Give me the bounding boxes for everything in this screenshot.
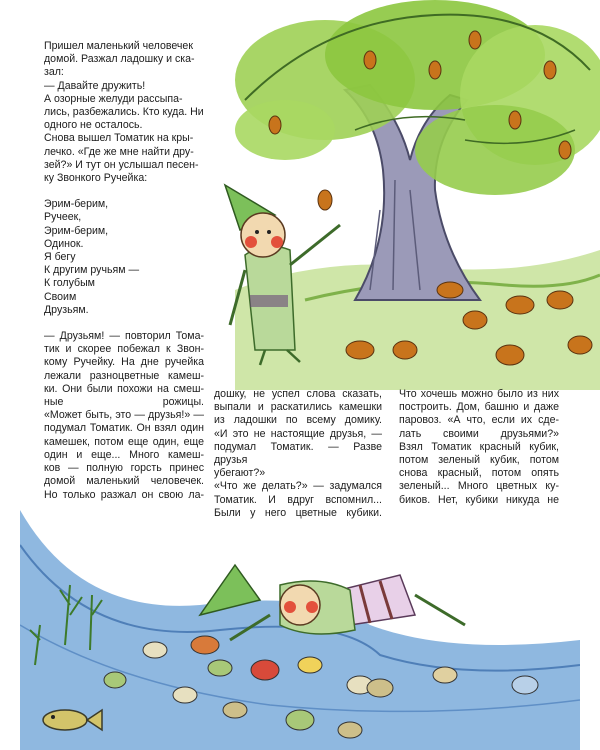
text-line: кому Ручейку. На дне ручейка	[44, 356, 204, 369]
text-line: ные рожицы.	[44, 396, 204, 409]
text-line: — Друзьям! — повторил Тома-	[44, 330, 204, 343]
text-line: подумал Томатик. — Разве друзья	[214, 440, 382, 467]
verse-line: Одинок.	[44, 237, 84, 250]
paragraph-intro	[44, 40, 204, 185]
text-line: Были у него цветные кубики.	[214, 506, 382, 519]
text-line: «Может быть, это — друзья!» —	[44, 409, 204, 422]
text-line: зал:	[44, 66, 64, 79]
text-line: убегают?»	[214, 467, 266, 480]
text-line: Но только разжал он свою ла-	[44, 488, 204, 501]
verse-line: К другим ручьям —	[44, 264, 140, 277]
stream-song-verse	[44, 198, 204, 317]
story-column-middle	[214, 388, 382, 520]
text-line: Снова вышел Томатик на кры-	[44, 132, 194, 145]
verse-line: Своим	[44, 290, 77, 303]
text-line: «И это не настоящие друзья, —	[214, 427, 382, 440]
story-column-left	[44, 40, 204, 502]
text-line: один и еще... Много камеш-	[44, 448, 204, 461]
text-line: — Давайте дружить!	[44, 79, 146, 92]
text-line: лать своими друзьями?»	[399, 427, 559, 440]
text-line: камешек, потом еще один, еще	[44, 435, 204, 448]
text-line: биков. Нет, кубики никуда не	[399, 493, 559, 506]
verse-line: К голубым	[44, 277, 95, 290]
oak-tree-illustration	[205, 0, 600, 390]
text-line: Что хочешь можно было из них	[399, 388, 559, 400]
verse-line: Ручеек,	[44, 211, 82, 224]
text-line: дошку, не успел слова сказать,	[214, 388, 382, 400]
text-line: ков — полную горсть принес	[44, 462, 204, 475]
text-line: выпали и раскатились камешки	[214, 401, 382, 414]
text-line: Томатик. И вдруг вспомнил...	[214, 493, 382, 506]
text-line: лись, разбежались. Кто куда. Ни	[44, 106, 204, 119]
text-line: Взял Томатик красный кубик,	[399, 440, 559, 453]
text-line: А озорные желуди рассыпа-	[44, 92, 183, 105]
text-line: одного не осталось.	[44, 119, 143, 132]
text-line: потом зеленый кубик, потом	[399, 454, 559, 467]
verse-line: Я бегу	[44, 251, 76, 264]
text-line: лежали разноцветные камеш-	[44, 369, 204, 382]
text-line: домой. Разжал ладошку и ска-	[44, 53, 195, 66]
text-line: лечко. «Где же мне найти дру-	[44, 145, 194, 158]
verse-line: Друзьям.	[44, 303, 89, 316]
text-line: ку Звонкого Ручейка:	[44, 172, 148, 185]
verse-line: Эрим-берим,	[44, 224, 109, 237]
text-line: зей?» И тут он услышал песен-	[44, 158, 199, 171]
stream-illustration	[20, 505, 580, 750]
text-line: из ладошки по всему домику.	[214, 414, 382, 427]
text-line: паровоз. «А что, если их сде-	[399, 414, 559, 427]
text-line: Пришел маленький человечек	[44, 40, 193, 52]
text-line: построить. Дом, башню и даже	[399, 401, 559, 414]
text-line: ки. Они были похожи на смеш-	[44, 382, 204, 395]
text-line: зеленый... Много цветных ку-	[399, 480, 559, 493]
text-line: тик и скорее побежал к Звон-	[44, 343, 204, 356]
story-column-right	[399, 388, 559, 507]
text-line: домой маленький человечек.	[44, 475, 204, 488]
text-line: «Что же делать?» — задумался	[214, 480, 382, 493]
verse-line: Эрим-берим,	[44, 198, 109, 211]
paragraph-stones	[44, 330, 204, 502]
text-line: подумал Томатик. Он взял один	[44, 422, 204, 435]
text-line: снова красный, потом опять	[399, 467, 559, 480]
